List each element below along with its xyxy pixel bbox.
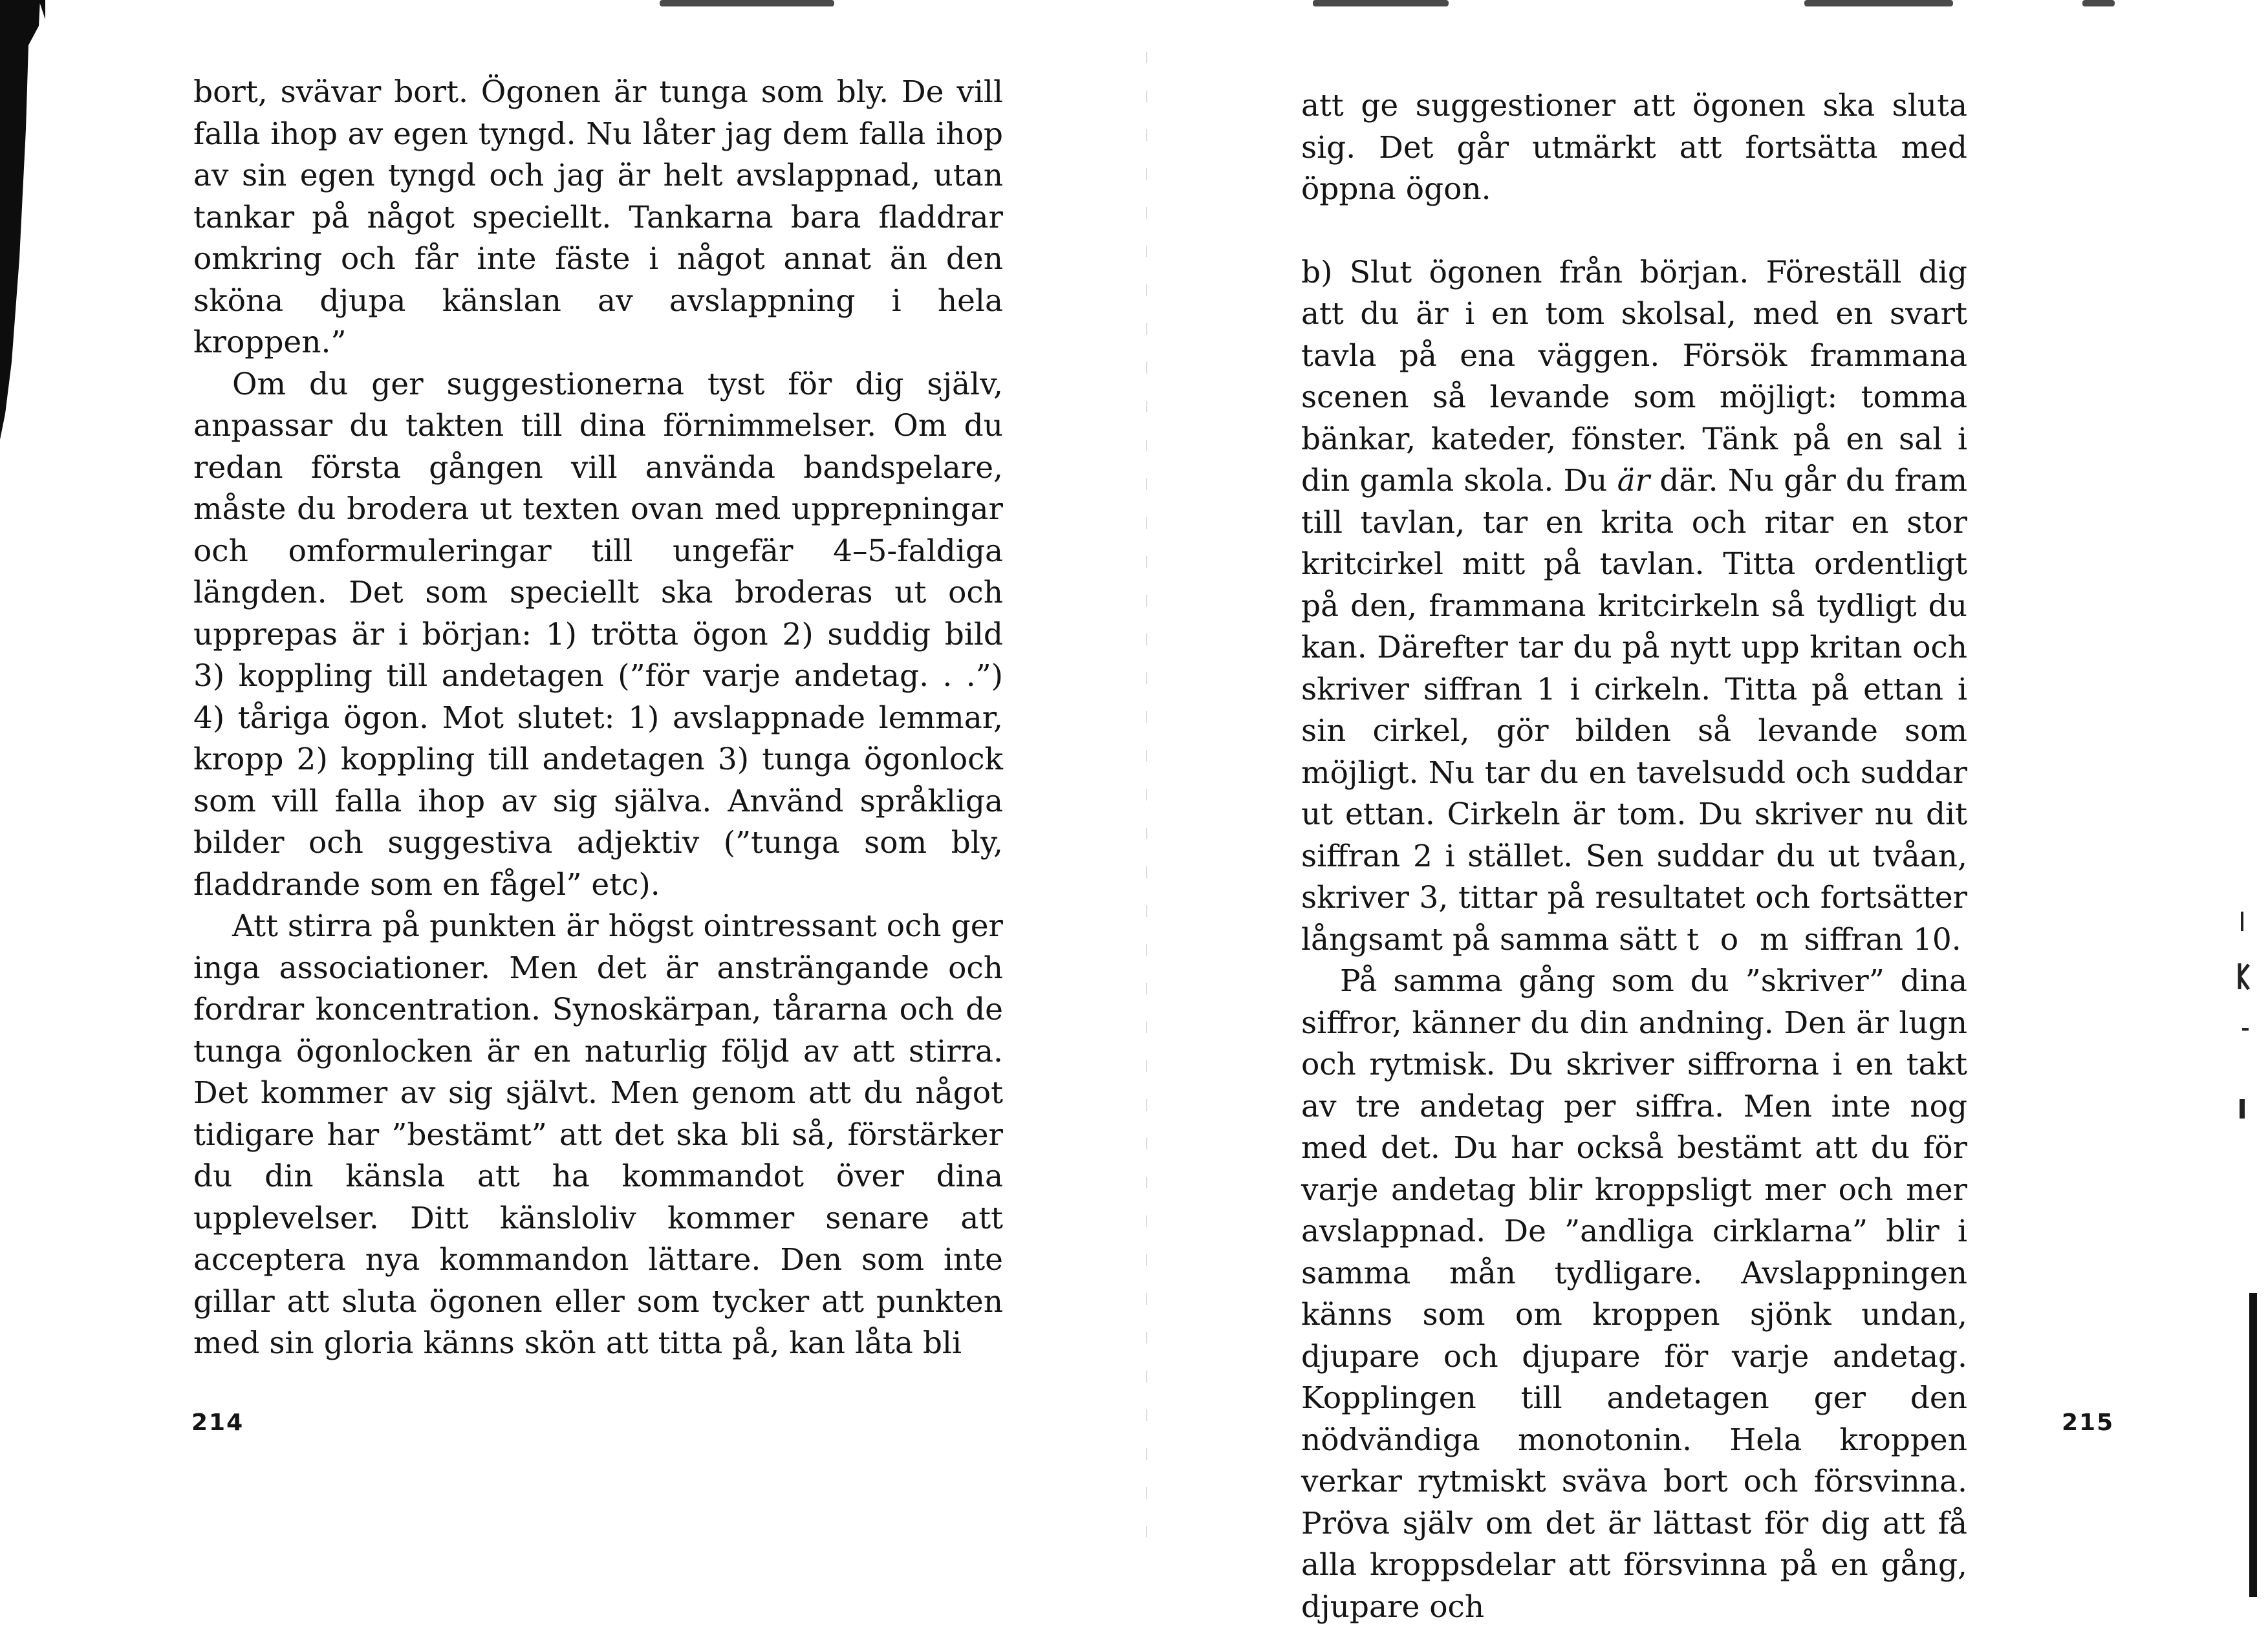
emphasis-text: är xyxy=(1617,463,1650,498)
left-body-text xyxy=(193,72,1003,1365)
right-body-text xyxy=(1301,85,1967,1628)
paragraph: bort, svävar bort. Ögonen är tunga som bly. De vill falla ihop av egen tyngd. Nu låter jag dem falla ihop av sin egen tyngd och jag är helt avslappnad, utan tankar på något speciellt. Tankarna bara fladdrar omkring och får inte fäste i något annat än den sköna djupa känslan av avslappning i hela kroppen.” xyxy=(193,74,1003,360)
paragraph: Om du ger suggestionerna tyst för dig själv, anpassar du takten till dina förnimmelser. Om du redan första gången vill använda bandspelare, måste du brodera ut texten ovan med upprepningar och omformuleringar till ungefär 4–5-faldiga längden. Det som speciellt ska broderas ut och upprepas är i början: 1) trötta ögon 2) suddig bild 3) koppling till andetagen (”för varje andetag. . .”) 4) tåriga ögon. Mot slutet: 1) avslappnade lemmar, kropp 2) koppling till andetagen 3) tunga ögonlock som vill falla ihop av sig själva. Använd språkliga bilder och suggestiva adjektiv (”tunga som bly, fladdrande som en fågel” etc). xyxy=(193,366,1003,903)
text-run: siffran 10. xyxy=(1794,921,1961,958)
paragraph: att ge suggestioner att ögonen ska sluta sig. Det går utmärkt att fortsätta med öppna ögon. xyxy=(1301,88,1967,207)
page-number: 215 xyxy=(2062,1409,2115,1436)
text-run: där. Nu går du fram till tavlan, tar en krita och ritar en stor kritcirkel mitt på tavlan. Titta ordentligt på den, frammana kritcirkeln så tydligt du kan. Därefter tar du på nytt upp kritan och skriver siffran 1 i cirkeln. Titta på ettan i sin cirkel, gör bilden så levande som möjligt. Nu tar du en tavelsudd och suddar ut ettan. Cirkeln är tom. Du skriver nu dit siffran 2 i stället. Sen suddar du ut tvåan, skriver 3, tittar på resultatet och fortsätter långsamt på samma sätt xyxy=(1301,463,1968,958)
spaced-abbreviation: t o m xyxy=(1687,921,1795,958)
paragraph xyxy=(1301,252,1967,961)
page-number: 214 xyxy=(191,1409,244,1436)
text-run: b) Slut ögonen från början. Föreställ dig att du är i en tom skolsal, med en svart tavla på ena väggen. Försök frammana scenen så levande som möjligt: tomma bänkar, kateder, fönster. Tänk på en sal i din gamla skola. Du xyxy=(1301,254,1967,498)
paragraph: På samma gång som du ”skriver” dina siffror, känner du din andning. Den är lugn och rytmisk. Du skriver siffrorna i en takt av tre andetag per siffra. Men inte nog med det. Du har också bestämt att du för varje andetag blir kroppsligt mer och mer avslappnad. De ”andliga cirklarna” blir i samma mån tydligare. Avslappningen känns som om kroppen sjönk undan, djupare och djupare för varje andetag. Kopplingen till andetagen ger den nödvändiga monotonin. Hela kroppen verkar rytmiskt sväva bort och försvinna. Pröva själv om det är lättast för dig att få alla kroppsdelar att försvinna på en gång, djupare och xyxy=(1301,963,1967,1625)
left-page xyxy=(0,0,1151,1603)
paragraph: Att stirra på punkten är högst ointressant och ger inga associationer. Men det är ansträngande och fordrar koncentration. Synoskärpan, tårarna och de tunga ögonlocken är en naturlig följd av att stirra. Det kommer av sig självt. Men genom att du något tidigare har ”bestämt” att det ska bli så, förstärker du din känsla att ha kommandot över dina upplevelser. Ditt känsloliv kommer senare att acceptera nya kommandon lättare. Den som inte gillar att sluta ögonen eller som tycker att punkten med sin gloria känns skön att titta på, kan låta bli xyxy=(193,908,1003,1361)
right-page xyxy=(1151,0,2268,1625)
